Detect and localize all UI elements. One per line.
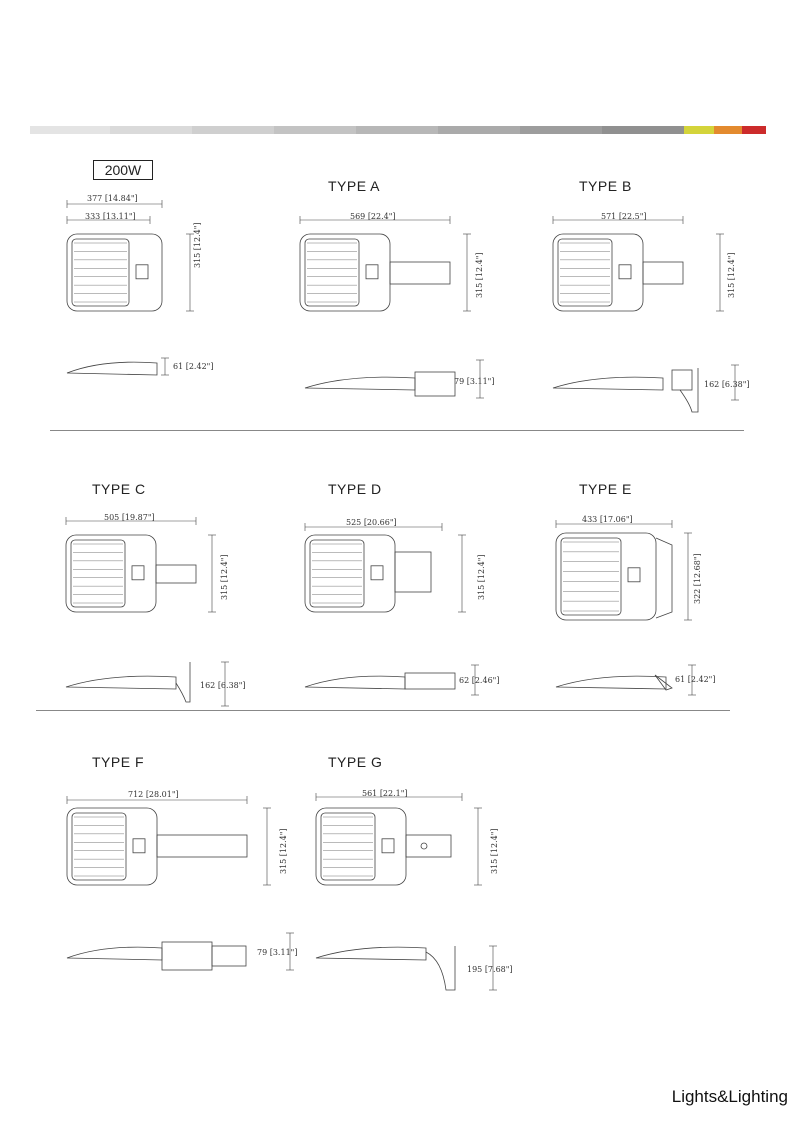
fixture-side-profile	[67, 362, 157, 375]
fixture-outline	[316, 808, 406, 885]
fixture-outline	[553, 234, 643, 311]
type-b-label: TYPE B	[579, 178, 632, 194]
base-width-outer: 377 [14.84"]	[87, 194, 138, 203]
type-d-side-height: 62 [2.46"]	[459, 676, 500, 685]
led-panel	[71, 540, 125, 607]
type-d-width: 525 [20.66"]	[346, 518, 397, 527]
base-side-height: 61 [2.42"]	[173, 362, 214, 371]
fixture-side-profile	[66, 676, 176, 689]
mount-bracket	[643, 262, 683, 284]
knob-icon	[421, 843, 427, 849]
fixture-outline	[305, 535, 395, 612]
mount-bracket	[176, 662, 190, 702]
mount-bracket	[156, 565, 196, 583]
type-a-height: 315 [12.4"]	[475, 252, 484, 298]
type-d-label: TYPE D	[328, 481, 382, 497]
driver-box	[366, 265, 378, 279]
type-a-width: 569 [22.4"]	[350, 212, 396, 221]
fixture-side-profile	[305, 377, 415, 390]
fixture-outline	[67, 808, 157, 885]
led-panel	[561, 538, 621, 615]
led-panel	[558, 239, 612, 306]
type-f-width: 712 [28.01"]	[128, 790, 179, 799]
base-height: 315 [12.4"]	[193, 222, 202, 268]
fixture-outline	[300, 234, 390, 311]
type-g-label: TYPE G	[328, 754, 383, 770]
mount-bracket	[212, 946, 246, 966]
type-a-side-height: 79 [3.11"]	[454, 377, 495, 386]
mount-bracket	[406, 835, 451, 857]
led-panel	[72, 813, 126, 880]
fixture-side-profile	[305, 676, 405, 689]
mount-bracket	[162, 942, 212, 970]
base-width-inner: 333 [13.11"]	[85, 212, 136, 221]
fixture-side-profile	[67, 947, 162, 960]
driver-box	[371, 566, 383, 580]
type-d-height: 315 [12.4"]	[477, 554, 486, 600]
fixture-side-profile	[556, 676, 666, 689]
fixture-side-profile	[553, 377, 663, 390]
driver-box	[136, 265, 148, 279]
power-rating-label: 200W	[93, 160, 153, 180]
fixture-side-profile	[316, 947, 426, 960]
type-a-label: TYPE A	[328, 178, 381, 194]
type-e-width: 433 [17.06"]	[582, 515, 633, 524]
type-b-side-height: 162 [6.38"]	[704, 380, 750, 389]
brand-footer: Lights&Lighting	[671, 1087, 788, 1106]
type-g-side-height: 195 [7.68"]	[467, 965, 513, 974]
type-c-side-height: 162 [6.38"]	[200, 681, 246, 690]
driver-box	[628, 568, 640, 582]
type-c-label: TYPE C	[92, 481, 146, 497]
driver-box	[132, 566, 144, 580]
led-panel	[305, 239, 359, 306]
type-e-side-height: 61 [2.42"]	[675, 675, 716, 684]
led-panel	[321, 813, 375, 880]
mount-bracket	[405, 673, 455, 689]
type-c-height: 315 [12.4"]	[220, 554, 229, 600]
mount-bracket	[390, 262, 450, 284]
fixture-outline	[556, 533, 656, 620]
driver-box	[133, 839, 145, 853]
mount-bracket	[157, 835, 247, 857]
type-e-label: TYPE E	[579, 481, 632, 497]
type-e-height: 322 [12.68"]	[693, 553, 702, 604]
type-f-height: 315 [12.4"]	[279, 828, 288, 874]
mount-bracket	[672, 370, 692, 390]
led-panel	[310, 540, 364, 607]
type-g-width: 561 [22.1"]	[362, 789, 408, 798]
type-c-width: 505 [19.87"]	[104, 513, 155, 522]
mount-bracket	[656, 538, 672, 618]
driver-box	[382, 839, 394, 853]
type-f-label: TYPE F	[92, 754, 145, 770]
type-g-height: 315 [12.4"]	[490, 828, 499, 874]
type-b-width: 571 [22.5"]	[601, 212, 647, 221]
type-b-height: 315 [12.4"]	[727, 252, 736, 298]
mount-bracket	[395, 552, 431, 592]
fixture-outline	[66, 535, 156, 612]
mount-bracket	[426, 946, 455, 990]
led-panel	[72, 239, 129, 306]
mount-bracket	[415, 372, 455, 396]
type-f-side-height: 79 [3.11"]	[257, 948, 298, 957]
driver-box	[619, 265, 631, 279]
